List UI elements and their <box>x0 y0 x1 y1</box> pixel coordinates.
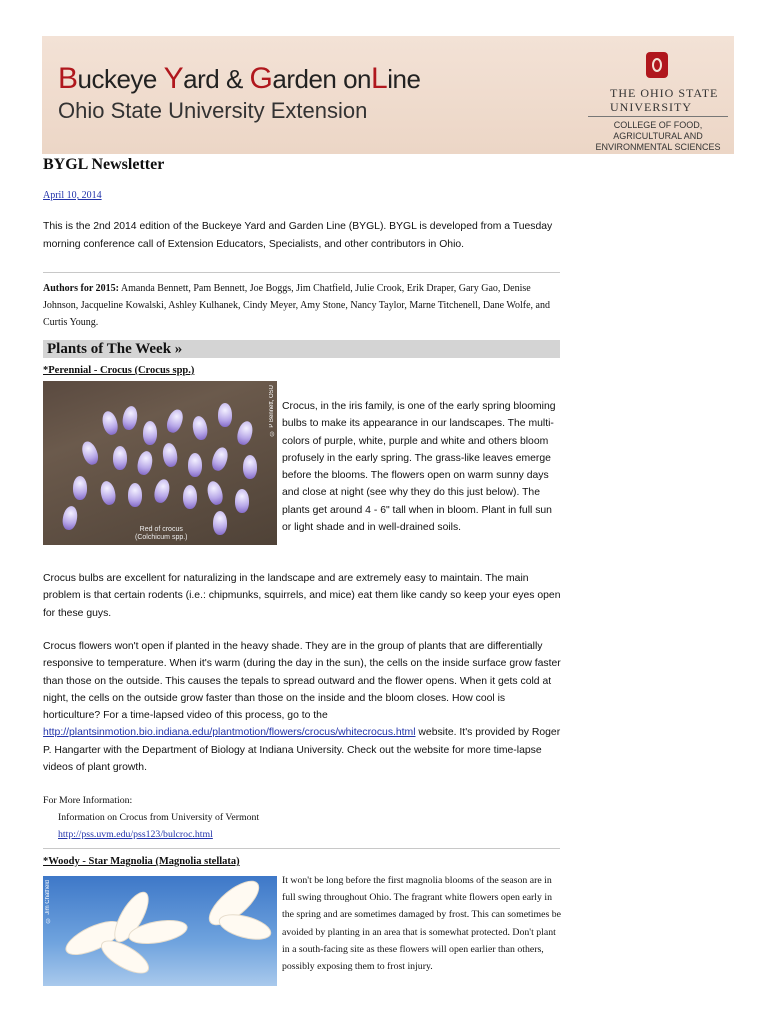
title-text: ard & <box>183 64 250 94</box>
paragraph-text: Crocus flowers won't open if planted in the heavy shade. They are in the group of plants that are differentially responsive to temperature. When it's warm (during the day in the sun), the cells on the inside surface grow faster than those on the outside. This causes the tepals to spread outward and the flower opens. When it gets cold at night, the cells on the outside grow faster than those on the inside and the bloom closes. How cool is horticulture? For a time-lapsed video of this process, go to the <box>43 641 561 722</box>
title-text: uckeye <box>77 64 164 94</box>
more-info-link-row <box>43 826 561 843</box>
divider <box>588 116 728 117</box>
uvm-crocus-link[interactable]: http://pss.uvm.edu/pss123/bulcroc.html <box>58 829 213 841</box>
paragraph-text: website. It's provided by Roger P. Hangarter with the Department of Biology at Indiana University. Check out the website for more time-lapse videos of plant growth. <box>43 727 561 774</box>
date-link[interactable]: April 10, 2014 <box>43 190 102 201</box>
intro-paragraph: This is the 2nd 2014 edition of the Buckeye Yard and Garden Line (BYGL). BYGL is developed from a Tuesday morning conference call of Extension Educators, Specialists, and other contributors in Ohio. <box>43 221 553 250</box>
plant-heading-magnolia: *Woody - Star Magnolia (Magnolia stellata) <box>43 856 240 867</box>
header-banner <box>42 36 734 154</box>
more-info-item: Information on Crocus from University of Vermont <box>58 812 260 824</box>
title-letter: Y <box>163 62 184 95</box>
site-subtitle: Ohio State University Extension <box>58 98 368 123</box>
osu-name-line1: THE OHIO STATE <box>610 86 719 100</box>
photo-caption <box>135 526 188 542</box>
title-text: ine <box>387 64 421 94</box>
title-text: arden on <box>272 64 372 94</box>
photo-credit: © Jim Chatfield <box>45 880 51 923</box>
plant-heading-crocus: *Perennial - Crocus (Crocus spp.) <box>43 365 195 376</box>
crocus-paragraph-2 <box>43 638 561 776</box>
authors-label: Authors for 2015: <box>43 283 119 294</box>
authors-names: Amanda Bennett, Pam Bennett, Joe Boggs, Jim Chatfield, Julie Crook, Erik Draper, Gary Gao, Denise Johnson, Jacqueline Kowalski, Ashley Kulhanek, Cindy Meyer, Amy Stone, Nancy Taylor, Marne Titchenell, Dane Wolfe, and Curtis Young. <box>43 283 550 328</box>
plantsinmotion-link[interactable]: http://plantsinmotion.bio.indiana.edu/plantmotion/flowers/crocus/whitecrocus.html <box>43 727 416 739</box>
caption-line: (Colchicum spp.) <box>135 534 188 541</box>
crocus-photo <box>43 381 277 545</box>
osu-name-line2: UNIVERSITY <box>610 100 692 114</box>
section-title: Plants of The Week » <box>47 341 183 357</box>
magnolia-photo <box>43 876 277 986</box>
site-title <box>58 62 420 96</box>
college-name: COLLEGE OF FOOD, AGRICULTURAL AND ENVIRONMENTAL SCIENCES <box>595 120 721 152</box>
osu-block-o-logo <box>646 52 668 78</box>
caption-line: Red of crocus <box>139 526 183 533</box>
divider <box>43 848 560 849</box>
more-info-label: For More Information: <box>43 795 133 806</box>
magnolia-description: It won't be long before the first magnolia blooms of the season are in full swing throughout Ohio. The fragrant white flowers open early in the spring and are sometimes damaged by frost. This can sometimes be avoided by planting in an area that is somewhat protected. Don't plant in a south-facing site as these flowers will open earlier than others, possibly exposing them to frost injury. <box>282 875 561 973</box>
title-letter: B <box>58 62 78 95</box>
newsletter-title: BYGL Newsletter <box>43 156 165 173</box>
crocus-paragraph-1: Crocus bulbs are excellent for naturalizing in the landscape and are extremely easy to maintain. The main problem is that certain rodents (i.e.: chipmunks, squirrels, and mice) eat them like candy so keep your eyes open for these guys. <box>43 573 561 619</box>
crocus-description: Crocus, in the iris family, is one of the early spring blooming bulbs to make its appearance in our landscapes. The multi-colors of purple, white, purple and white and others bloom profusely in the early spring. The grass-like leaves emerge before the blooms. The flowers open on warm sunny days and close at night (see why they do this just below). The plants get around 4 - 6" tall when in bloom. Plant in full sun or light shade and in well-drained soils. <box>282 401 556 534</box>
title-letter: L <box>371 62 388 95</box>
authors-block <box>43 280 558 331</box>
divider <box>43 272 560 273</box>
section-header <box>43 340 560 358</box>
title-letter: G <box>249 62 273 95</box>
more-info-block <box>43 792 561 844</box>
photo-credit: © P Bennett, OSU <box>269 385 275 436</box>
